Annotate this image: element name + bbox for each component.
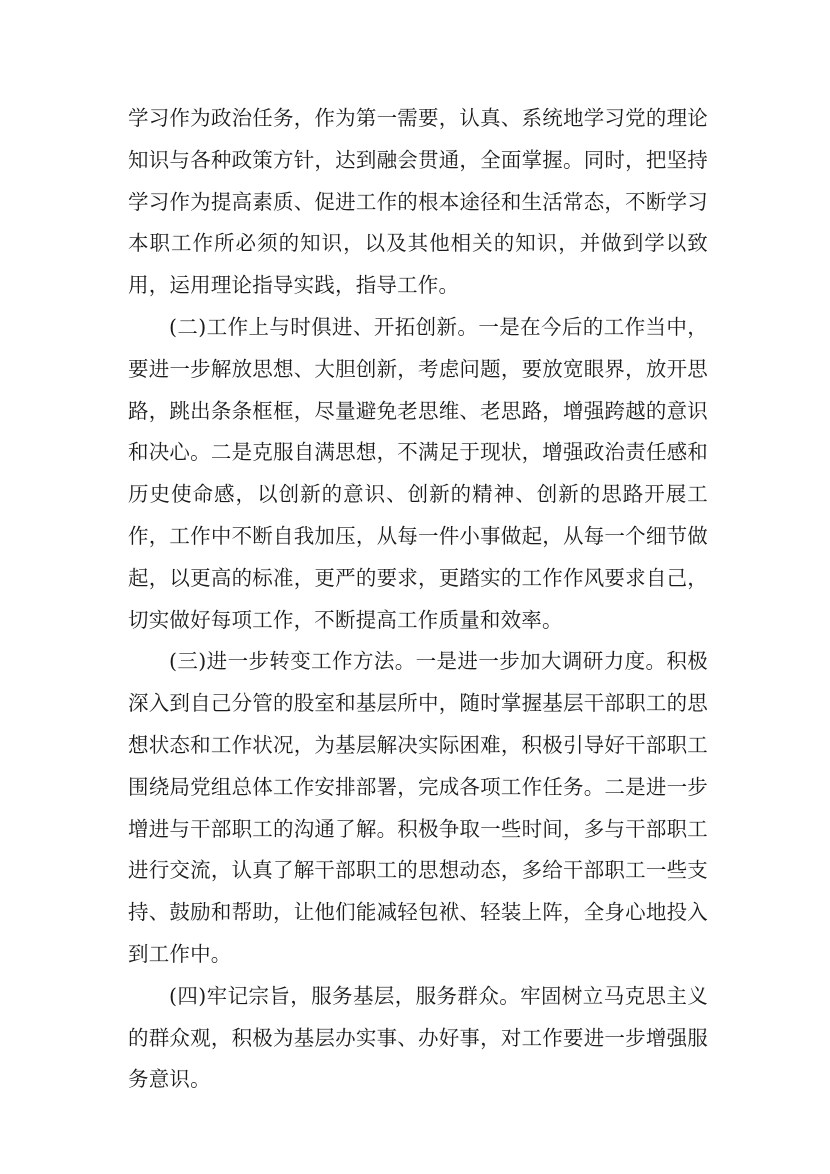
- paragraph-work-method: (三)进一步转变工作方法。一是进一步加大调研力度。积极深入到自己分管的股室和基层所中，随时掌握基层干部职工的思想状态和工作状况，为基层解决实际困难，积极引导好干部职工围绕局党组总体工作安排部署，完成各项工作任务。二是进一步增进与干部职工的沟通了解。积极争取一些时间，多与干部职工进行交流，认真了解干部职工的思想动态，多给干部职工一些支持、鼓励和帮助，让他们能减轻包袱、轻装上阵，全身心地投入到工作中。: [128, 649, 708, 966]
- paragraph-innovation: (二)工作上与时俱进、开拓创新。一是在今后的工作当中，要进一步解放思想、大胆创新，考虑问题，要放宽眼界，放开思路，跳出条条框框，尽量避免老思维、老思路，增强跨越的意识和决心。二是克服自满思想，不满足于现状，增强政治责任感和历史使命感，以创新的意识、创新的精神、创新的思路开展工作，工作中不断自我加压，从每一件小事做起，从每一个细节做起，以更高的标准，更严的要求，更踏实的工作作风要求自己，切实做好每项工作，不断提高工作质量和效率。: [128, 314, 708, 632]
- document-body: [128, 98, 708, 1101]
- paragraph-study: 学习作为政治任务，作为第一需要，认真、系统地学习党的理论知识与各种政策方针，达到融会贯通，全面掌握。同时，把坚持学习作为提高素质、促进工作的根本途径和生活常态，不断学习本职工作所必须的知识，以及其他相关的知识，并做到学以致用，运用理论指导实践，指导工作。: [128, 106, 708, 298]
- paragraph-serve-grassroots: (四)牢记宗旨，服务基层，服务群众。牢固树立马克思主义的群众观，积极为基层办实事、办好事，对工作要进一步增强服务意识。: [128, 983, 708, 1092]
